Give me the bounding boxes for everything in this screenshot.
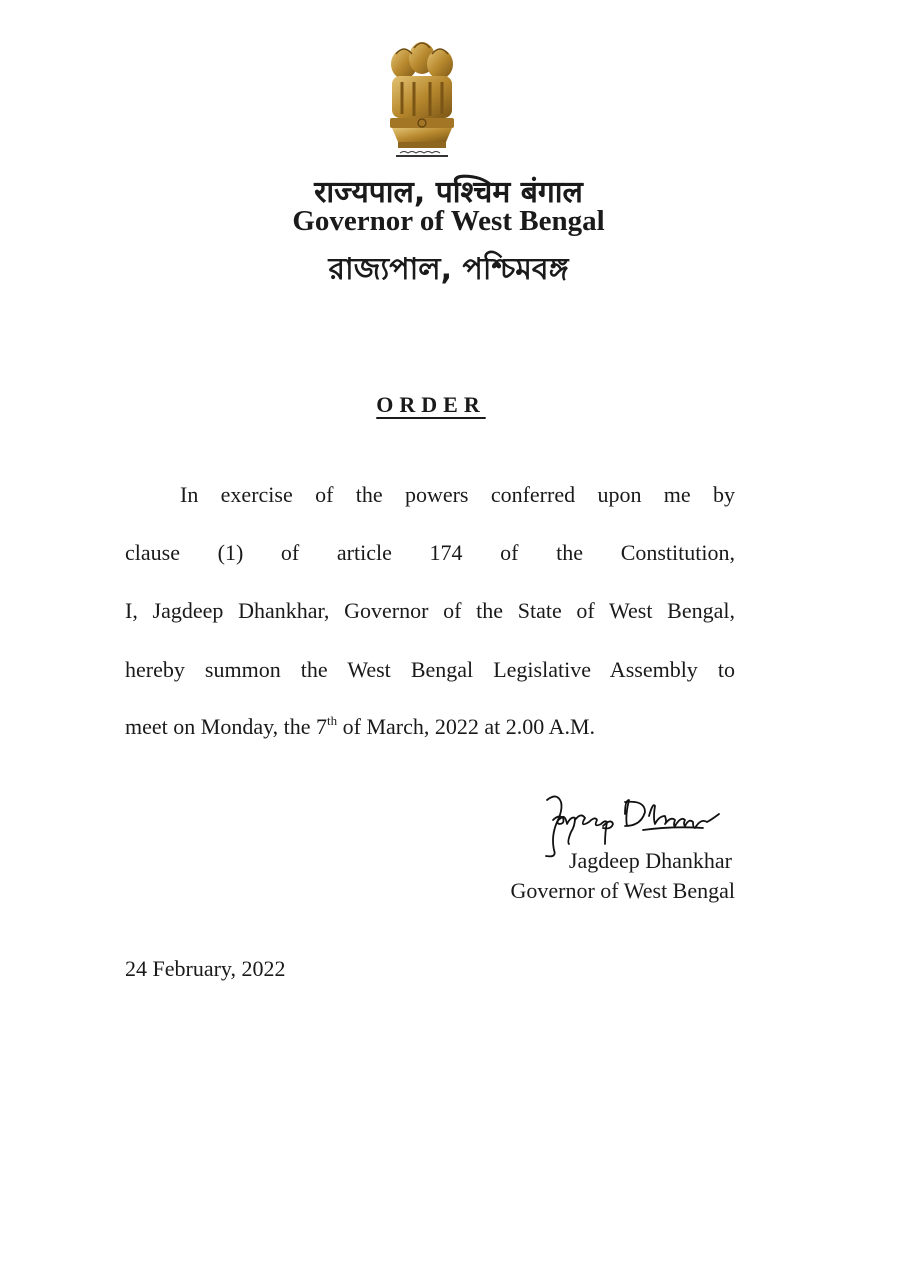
order-line-last-start: meet on Monday, the 7: [125, 714, 328, 739]
state-emblem-icon: [382, 42, 462, 164]
order-line: hereby summon the West Bengal Legislative Assembly to: [125, 657, 735, 682]
hindi-title: राज्यपाल, पश्चिम बंगाल: [314, 175, 583, 210]
bengali-title: রাজ্যপাল, পশ্চিমবঙ্গ: [328, 252, 569, 287]
signatory-name: Jagdeep Dhankhar: [568, 848, 732, 873]
order-line-last-end: of March, 2022 at 2.00 A.M.: [337, 714, 596, 739]
order-line: clause (1) of article 174 of the Constitution,: [125, 540, 735, 565]
order-heading: ORDER: [376, 392, 486, 417]
order-date: 24 February, 2022: [125, 956, 286, 981]
order-line: In exercise of the powers conferred upon me by: [180, 482, 735, 507]
ordinal-suffix: th: [327, 713, 338, 728]
order-line-last: [125, 714, 735, 740]
english-title: Governor of West Bengal: [292, 205, 605, 237]
order-line: I, Jagdeep Dhankhar, Governor of the State of West Bengal,: [125, 598, 735, 623]
signatory-title: Governor of West Bengal: [510, 878, 735, 903]
